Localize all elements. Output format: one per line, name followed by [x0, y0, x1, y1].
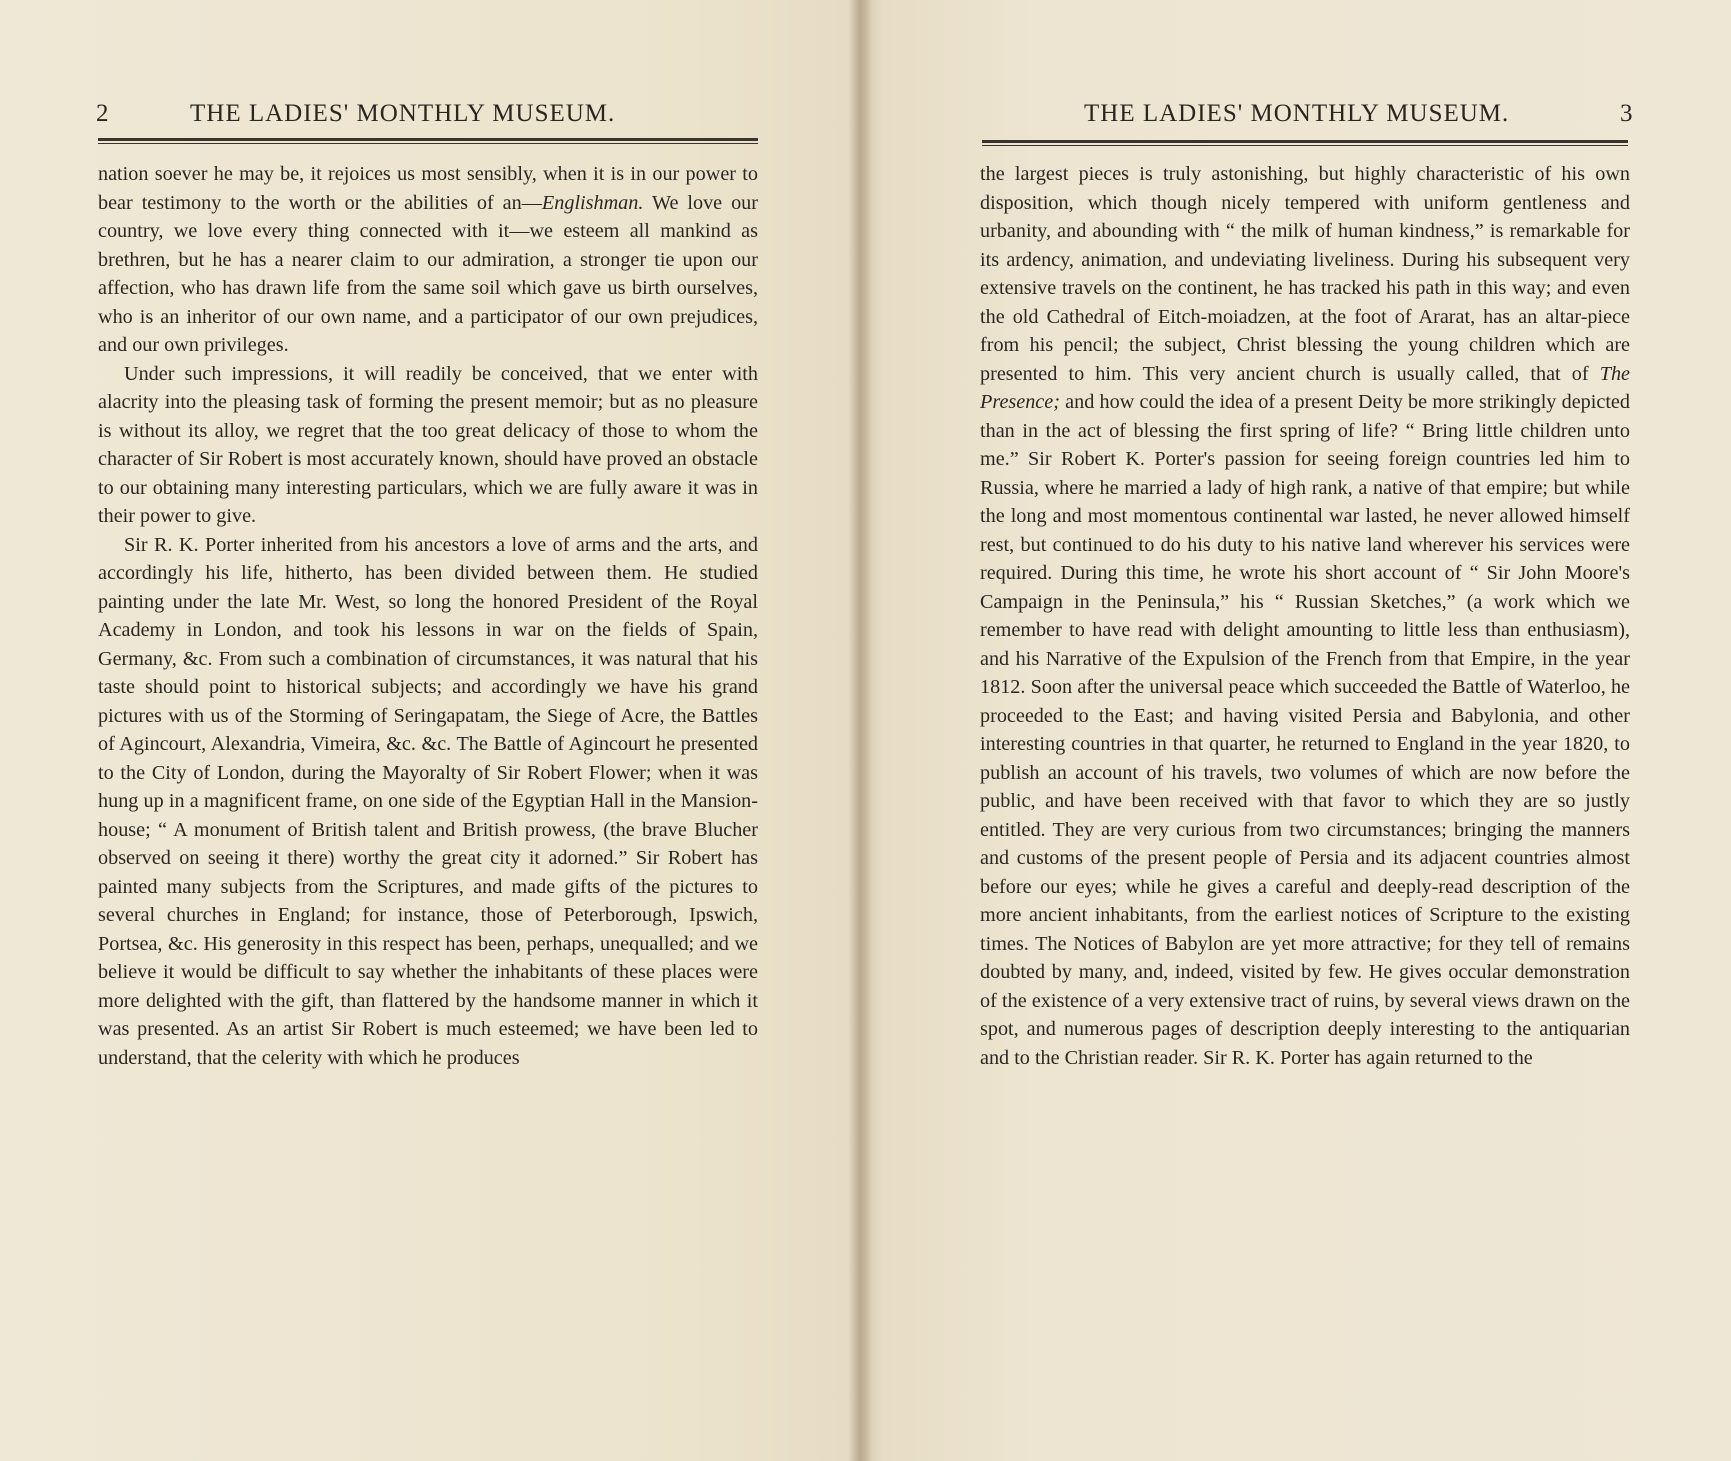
body-text [980, 160, 1630, 1072]
italic-text: Englishman. [541, 191, 644, 214]
paragraph [980, 160, 1630, 1072]
paragraph [98, 160, 758, 360]
body-text [98, 160, 758, 1072]
header-rule [982, 140, 1628, 146]
book-gutter [848, 0, 872, 1461]
running-head: THE LADIES' MONTHLY MUSEUM. [1084, 100, 1510, 127]
text-run: and how could the idea of a present Deity be more strikingly depicted than in the act of blessing the first spring of life? “ Bring little children unto me.” Sir Robert K. Porter's passion for seeing foreign countries led him to Russia, where he married a lady of high rank, a native of that empire; but while the long and most momentous continental war lasted, he never allowed himself rest, but continued to do his duty to his native land wherever his services were required. During this time, he wrote his short account of “ Sir John Moore's Campaign in the Peninsula,” his “ Russian Sketches,” (a work which we remember to have read with delight amounting to little less than enthusiasm), and his Narrative of the Expulsion of the French from that Empire, in the year 1812. Soon after the universal peace which succeeded the Battle of Waterloo, he proceeded to the East; and having visited Persia and Babylonia, and other interesting countries in that quarter, he returned to England in the year 1820, to publish an account of his travels, two volumes of which are now before the public, and have been received with that favor to which they are so justly entitled. They are very curious from two circumstances; bringing the manners and customs of the present people of Persia and its adjacent countries almost before our eyes; while he gives a careful and deeply-read description of the more ancient inhabitants, from the earliest notices of Scripture to the existing times. The Notices of Babylon are yet more attractive; for they tell of remains doubted by many, and, indeed, visited by few. He gives occular demonstration of the existence of a very extensive tract of ruins, by several views drawn on the spot, and numerous pages of description deeply interesting to the antiquarian and to the Christian reader. Sir R. K. Porter has again returned to the [980, 391, 1630, 1069]
page-number: 2 [96, 100, 109, 127]
left-page [0, 0, 848, 1461]
text-run: We love our country, we love every thing connected with it—we esteem all mankind as brethren, but he has a nearer claim to our admiration, a stronger tie upon our affection, who has drawn life from the same soil which gave us birth ourselves, who is an inheritor of our own name, and a participator of our own prejudices, and our own privileges. [98, 191, 758, 356]
text-run: nation soever he may be, it rejoices us most sensibly, when it is in our power to bear testimony to the worth or the abilities of an— [98, 163, 758, 214]
right-page [872, 0, 1731, 1461]
running-head: THE LADIES' MONTHLY MUSEUM. [190, 100, 616, 127]
paragraph: Sir R. K. Porter inherited from his ancestors a love of arms and the arts, and accordingly his life, hitherto, has been divided between them. He studied painting under the late Mr. West, so long the honored President of the Royal Academy in London, and took his lessons in war on the fields of Spain, Germany, &c. From such a combination of circumstances, it was natural that his taste should point to historical subjects; and accordingly we have his grand pictures with us of the Storming of Seringapatam, the Siege of Acre, the Battles of Agincourt, Alexandria, Vimeira, &c. &c. The Battle of Agincourt he presented to the City of London, during the Mayoralty of Sir Robert Flower; when it was hung up in a magnificent frame, on one side of the Egyptian Hall in the Mansion-house; “ A monument of British talent and British prowess, (the brave Blucher observed on seeing it there) worthy the great city it adorned.” Sir Robert has painted many subjects from the Scriptures, and made gifts of the pictures to several churches in England; for instance, those of Peterborough, Ipswich, Portsea, &c. His generosity in this respect has been, perhaps, unequalled; and we believe it would be difficult to say whether the inhabitants of these places were more delighted with the gift, than flattered by the handsome manner in which it was presented. As an artist Sir Robert is much esteemed; we have been led to understand, that the celerity with which he produces [98, 533, 758, 1069]
text-run: the largest pieces is truly astonishing, but highly characteristic of his own disposition, which though nicely tempered with uniform gentleness and urbanity, and abounding with “ the milk of human kindness,” is remarkable for its ardency, animation, and undeviating liveliness. During his subsequent very extensive travels on the continent, he has tracked his path in this way; and even the old Cathedral of Eitch-moiadzen, at the foot of Ararat, has an altar-piece from his pencil; the subject, Christ blessing the young children which are presented to him. This very ancient church is usually called, that of [980, 163, 1630, 385]
paragraph: Under such impressions, it will readily be conceived, that we enter with alacrity into the pleasing task of forming the present memoir; but as no pleasure is without its alloy, we regret that the too great delicacy of those to whom the character of Sir Robert is most accurately known, should have proved an obstacle to our obtaining many interesting particulars, which we are fully aware it was in their power to give. [98, 362, 758, 527]
header-rule [98, 138, 758, 144]
italic-text: The Presence; [980, 362, 1630, 413]
page-number: 3 [1620, 100, 1633, 127]
